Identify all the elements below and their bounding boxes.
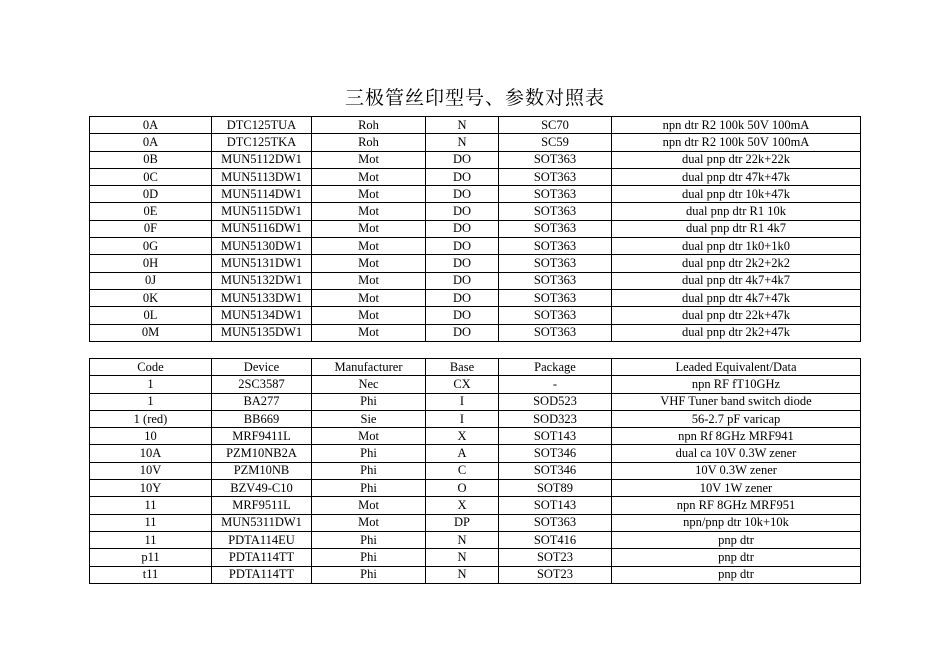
device-cell: BZV49-C10 (212, 480, 312, 497)
base-cell: DO (426, 307, 499, 324)
device-cell: 2SC3587 (212, 376, 312, 393)
data-cell: dual pnp dtr R1 4k7 (612, 220, 861, 237)
device-cell: MUN5116DW1 (212, 220, 312, 237)
data-cell: 10V 1W zener (612, 480, 861, 497)
table-row (90, 393, 861, 410)
data-cell: dual pnp dtr 10k+47k (612, 186, 861, 203)
manufacturer-cell: Mot (312, 307, 426, 324)
table-row (90, 324, 861, 341)
data-cell: npn RF 8GHz MRF951 (612, 497, 861, 514)
table-header-row (90, 359, 861, 376)
base-cell: DP (426, 514, 499, 531)
base-cell: DO (426, 151, 499, 168)
marking-table-1 (89, 116, 861, 342)
code-cell: 0A (90, 117, 212, 134)
data-cell: 10V 0.3W zener (612, 462, 861, 479)
manufacturer-cell: Mot (312, 428, 426, 445)
device-cell: MUN5134DW1 (212, 307, 312, 324)
table-row (90, 307, 861, 324)
code-cell: 0G (90, 238, 212, 255)
code-cell: t11 (90, 566, 212, 583)
code-cell: 11 (90, 497, 212, 514)
table-row (90, 480, 861, 497)
device-cell: MUN5112DW1 (212, 151, 312, 168)
package-cell: - (499, 376, 612, 393)
manufacturer-cell: Mot (312, 151, 426, 168)
table-row (90, 497, 861, 514)
device-cell: MUN5135DW1 (212, 324, 312, 341)
package-cell: SOT363 (499, 307, 612, 324)
device-cell: BB669 (212, 410, 312, 427)
data-cell: npn/pnp dtr 10k+10k (612, 514, 861, 531)
device-cell: PZM10NB2A (212, 445, 312, 462)
table-row (90, 445, 861, 462)
table-row (90, 151, 861, 168)
data-cell: dual pnp dtr 1k0+1k0 (612, 238, 861, 255)
data-cell: dual pnp dtr 2k2+47k (612, 324, 861, 341)
table-row (90, 531, 861, 548)
base-cell: DO (426, 255, 499, 272)
manufacturer-cell: Mot (312, 497, 426, 514)
column-header-code: Code (90, 359, 212, 376)
data-cell: dual pnp dtr 2k2+2k2 (612, 255, 861, 272)
base-cell: N (426, 531, 499, 548)
base-cell: DO (426, 168, 499, 185)
device-cell: MUN5133DW1 (212, 289, 312, 306)
device-cell: PZM10NB (212, 462, 312, 479)
data-cell: dual ca 10V 0.3W zener (612, 445, 861, 462)
data-cell: pnp dtr (612, 566, 861, 583)
manufacturer-cell: Phi (312, 462, 426, 479)
package-cell: SOT363 (499, 168, 612, 185)
manufacturer-cell: Phi (312, 549, 426, 566)
column-header-manufacturer: Manufacturer (312, 359, 426, 376)
code-cell: 0B (90, 151, 212, 168)
package-cell: SOD323 (499, 410, 612, 427)
table-row (90, 134, 861, 151)
code-cell: 0H (90, 255, 212, 272)
code-cell: 0C (90, 168, 212, 185)
device-cell: MUN5130DW1 (212, 238, 312, 255)
package-cell: SOT363 (499, 514, 612, 531)
manufacturer-cell: Phi (312, 393, 426, 410)
manufacturer-cell: Mot (312, 289, 426, 306)
package-cell: SOD523 (499, 393, 612, 410)
base-cell: DO (426, 220, 499, 237)
device-cell: BA277 (212, 393, 312, 410)
table-row (90, 117, 861, 134)
data-cell: dual pnp dtr 4k7+47k (612, 289, 861, 306)
column-header-device: Device (212, 359, 312, 376)
package-cell: SOT89 (499, 480, 612, 497)
device-cell: PDTA114EU (212, 531, 312, 548)
device-cell: MUN5132DW1 (212, 272, 312, 289)
device-cell: DTC125TKA (212, 134, 312, 151)
data-cell: npn Rf 8GHz MRF941 (612, 428, 861, 445)
table-row (90, 549, 861, 566)
column-header-base: Base (426, 359, 499, 376)
code-cell: 0E (90, 203, 212, 220)
base-cell: O (426, 480, 499, 497)
base-cell: DO (426, 186, 499, 203)
base-cell: C (426, 462, 499, 479)
code-cell: 10A (90, 445, 212, 462)
manufacturer-cell: Phi (312, 531, 426, 548)
data-cell: dual pnp dtr 4k7+4k7 (612, 272, 861, 289)
manufacturer-cell: Mot (312, 238, 426, 255)
table-row (90, 220, 861, 237)
manufacturer-cell: Mot (312, 168, 426, 185)
table-row (90, 428, 861, 445)
table-row (90, 203, 861, 220)
package-cell: SOT143 (499, 428, 612, 445)
data-cell: dual pnp dtr 22k+22k (612, 151, 861, 168)
data-cell: dual pnp dtr R1 10k (612, 203, 861, 220)
base-cell: CX (426, 376, 499, 393)
data-cell: VHF Tuner band switch diode (612, 393, 861, 410)
package-cell: SOT143 (499, 497, 612, 514)
package-cell: SOT23 (499, 566, 612, 583)
package-cell: SOT363 (499, 238, 612, 255)
data-cell: dual pnp dtr 47k+47k (612, 168, 861, 185)
device-cell: MUN5114DW1 (212, 186, 312, 203)
table-row (90, 376, 861, 393)
code-cell: 1 (red) (90, 410, 212, 427)
table-row (90, 255, 861, 272)
code-cell: 0J (90, 272, 212, 289)
manufacturer-cell: Phi (312, 566, 426, 583)
package-cell: SOT363 (499, 289, 612, 306)
base-cell: N (426, 134, 499, 151)
column-header-package: Package (499, 359, 612, 376)
base-cell: X (426, 428, 499, 445)
code-cell: 0A (90, 134, 212, 151)
data-cell: npn RF fT10GHz (612, 376, 861, 393)
device-cell: MUN5113DW1 (212, 168, 312, 185)
base-cell: A (426, 445, 499, 462)
manufacturer-cell: Mot (312, 255, 426, 272)
code-cell: 1 (90, 393, 212, 410)
device-cell: MRF9411L (212, 428, 312, 445)
device-cell: MUN5311DW1 (212, 514, 312, 531)
data-cell: npn dtr R2 100k 50V 100mA (612, 117, 861, 134)
code-cell: 10Y (90, 480, 212, 497)
data-cell: 56-2.7 pF varicap (612, 410, 861, 427)
device-cell: MRF9511L (212, 497, 312, 514)
device-cell: DTC125TUA (212, 117, 312, 134)
package-cell: SOT23 (499, 549, 612, 566)
code-cell: 0M (90, 324, 212, 341)
manufacturer-cell: Nec (312, 376, 426, 393)
code-cell: 0K (90, 289, 212, 306)
manufacturer-cell: Mot (312, 324, 426, 341)
manufacturer-cell: Mot (312, 514, 426, 531)
package-cell: SOT416 (499, 531, 612, 548)
device-cell: MUN5115DW1 (212, 203, 312, 220)
package-cell: SOT363 (499, 324, 612, 341)
table-row (90, 289, 861, 306)
table-row (90, 462, 861, 479)
manufacturer-cell: Mot (312, 272, 426, 289)
page-title: 三极管丝印型号、参数对照表 (344, 87, 605, 109)
table-row (90, 186, 861, 203)
manufacturer-cell: Mot (312, 186, 426, 203)
package-cell: SC70 (499, 117, 612, 134)
device-cell: PDTA114TT (212, 566, 312, 583)
column-header-data: Leaded Equivalent/Data (612, 359, 861, 376)
code-cell: 0L (90, 307, 212, 324)
code-cell: 0F (90, 220, 212, 237)
device-cell: MUN5131DW1 (212, 255, 312, 272)
base-cell: N (426, 117, 499, 134)
code-cell: 11 (90, 514, 212, 531)
base-cell: DO (426, 272, 499, 289)
manufacturer-cell: Roh (312, 134, 426, 151)
code-cell: 0D (90, 186, 212, 203)
code-cell: 1 (90, 376, 212, 393)
base-cell: N (426, 549, 499, 566)
base-cell: X (426, 497, 499, 514)
package-cell: SOT363 (499, 255, 612, 272)
base-cell: N (426, 566, 499, 583)
manufacturer-cell: Sie (312, 410, 426, 427)
base-cell: I (426, 410, 499, 427)
data-cell: dual pnp dtr 22k+47k (612, 307, 861, 324)
package-cell: SOT346 (499, 462, 612, 479)
package-cell: SOT363 (499, 272, 612, 289)
base-cell: I (426, 393, 499, 410)
manufacturer-cell: Phi (312, 445, 426, 462)
package-cell: SOT363 (499, 203, 612, 220)
data-cell: pnp dtr (612, 549, 861, 566)
data-cell: npn dtr R2 100k 50V 100mA (612, 134, 861, 151)
code-cell: 11 (90, 531, 212, 548)
base-cell: DO (426, 203, 499, 220)
table-row (90, 238, 861, 255)
table-row (90, 272, 861, 289)
base-cell: DO (426, 289, 499, 306)
marking-table-2 (89, 358, 861, 584)
manufacturer-cell: Mot (312, 220, 426, 237)
table-row (90, 566, 861, 583)
package-cell: SC59 (499, 134, 612, 151)
package-cell: SOT346 (499, 445, 612, 462)
table-row (90, 168, 861, 185)
table-row (90, 514, 861, 531)
manufacturer-cell: Roh (312, 117, 426, 134)
package-cell: SOT363 (499, 151, 612, 168)
manufacturer-cell: Phi (312, 480, 426, 497)
device-cell: PDTA114TT (212, 549, 312, 566)
base-cell: DO (426, 238, 499, 255)
table-row (90, 410, 861, 427)
manufacturer-cell: Mot (312, 203, 426, 220)
code-cell: 10V (90, 462, 212, 479)
base-cell: DO (426, 324, 499, 341)
code-cell: p11 (90, 549, 212, 566)
data-cell: pnp dtr (612, 531, 861, 548)
code-cell: 10 (90, 428, 212, 445)
package-cell: SOT363 (499, 186, 612, 203)
package-cell: SOT363 (499, 220, 612, 237)
